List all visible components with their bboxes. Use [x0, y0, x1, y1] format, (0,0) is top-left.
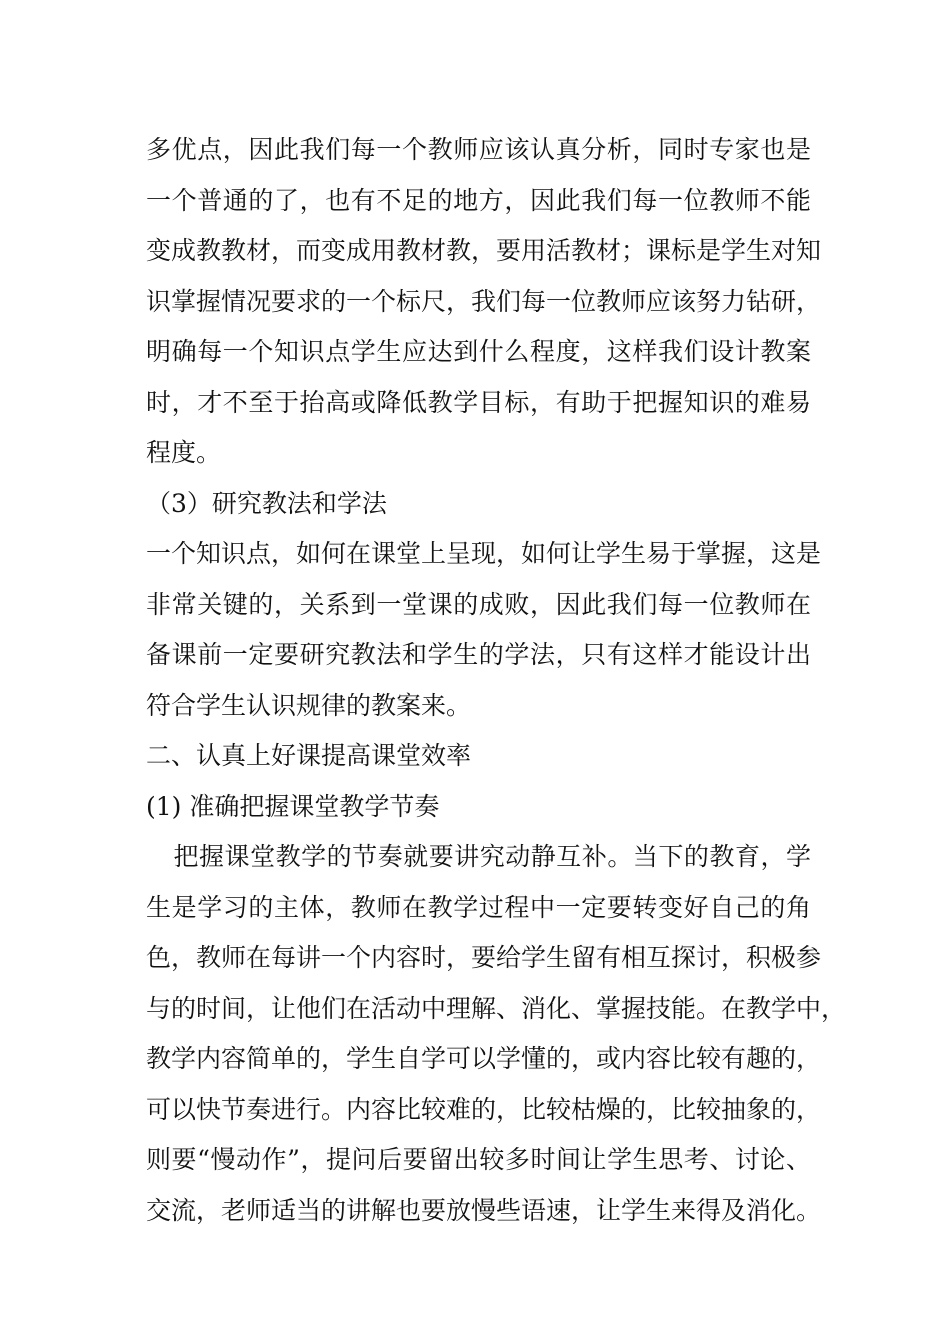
- text-line: 变成教教材，而变成用教材教，要用活教材；课标是学生对知: [146, 236, 822, 265]
- text-line: 符合学生认识规律的教案来。: [146, 690, 472, 720]
- text-line: 生是学习的主体，教师在教学过程中一定要转变好自己的角: [146, 892, 811, 922]
- text-line: 识掌握情况要求的一个标尺，我们每一位教师应该努力钻研，: [146, 286, 822, 316]
- text-line: 则要“慢动作”，提问后要留出较多时间让学生思考、讨论、: [146, 1145, 811, 1174]
- document-body: [146, 125, 847, 1236]
- text-line: 多优点，因此我们每一个教师应该认真分析，同时专家也是: [146, 135, 811, 164]
- text-line: 非常关键的，关系到一堂课的成败，因此我们每一位教师在: [146, 589, 811, 619]
- text-line: 色，教师在每讲一个内容时，要给学生留有相互探讨，积极参: [146, 943, 822, 972]
- text-line: 可以快节奏进行。内容比较难的，比较枯燥的，比较抽象的，: [146, 1094, 822, 1124]
- section-heading: 二、认真上好课提高课堂效率: [146, 741, 472, 770]
- text-line: 一个知识点，如何在课堂上呈现，如何让学生易于掌握，这是: [146, 539, 822, 568]
- text-line: 与的时间，让他们在活动中理解、消化、掌握技能。在教学中，: [146, 993, 847, 1023]
- text-line: 把握课堂教学的节奏就要讲究动静互补。当下的教育，学: [148, 842, 811, 871]
- text-line: 程度。: [146, 438, 222, 467]
- text-line: 时，才不至于抬高或降低教学目标，有助于把握知识的难易: [146, 387, 811, 417]
- text-line: 教学内容简单的，学生自学可以学懂的，或内容比较有趣的，: [146, 1044, 822, 1073]
- text-line: 明确每一个知识点学生应达到什么程度，这样我们设计教案: [146, 337, 811, 366]
- text-line: 一个普通的了，也有不足的地方，因此我们每一位教师不能: [146, 185, 811, 215]
- subsection-heading: (1) 准确把握课堂教学节奏: [146, 791, 440, 821]
- subsection-heading: （3）研究教法和学法: [146, 488, 387, 518]
- text-line: 备课前一定要研究教法和学生的学法，只有这样才能设计出: [146, 640, 811, 669]
- text-line: 交流，老师适当的讲解也要放慢些语速，让学生来得及消化。: [146, 1195, 822, 1225]
